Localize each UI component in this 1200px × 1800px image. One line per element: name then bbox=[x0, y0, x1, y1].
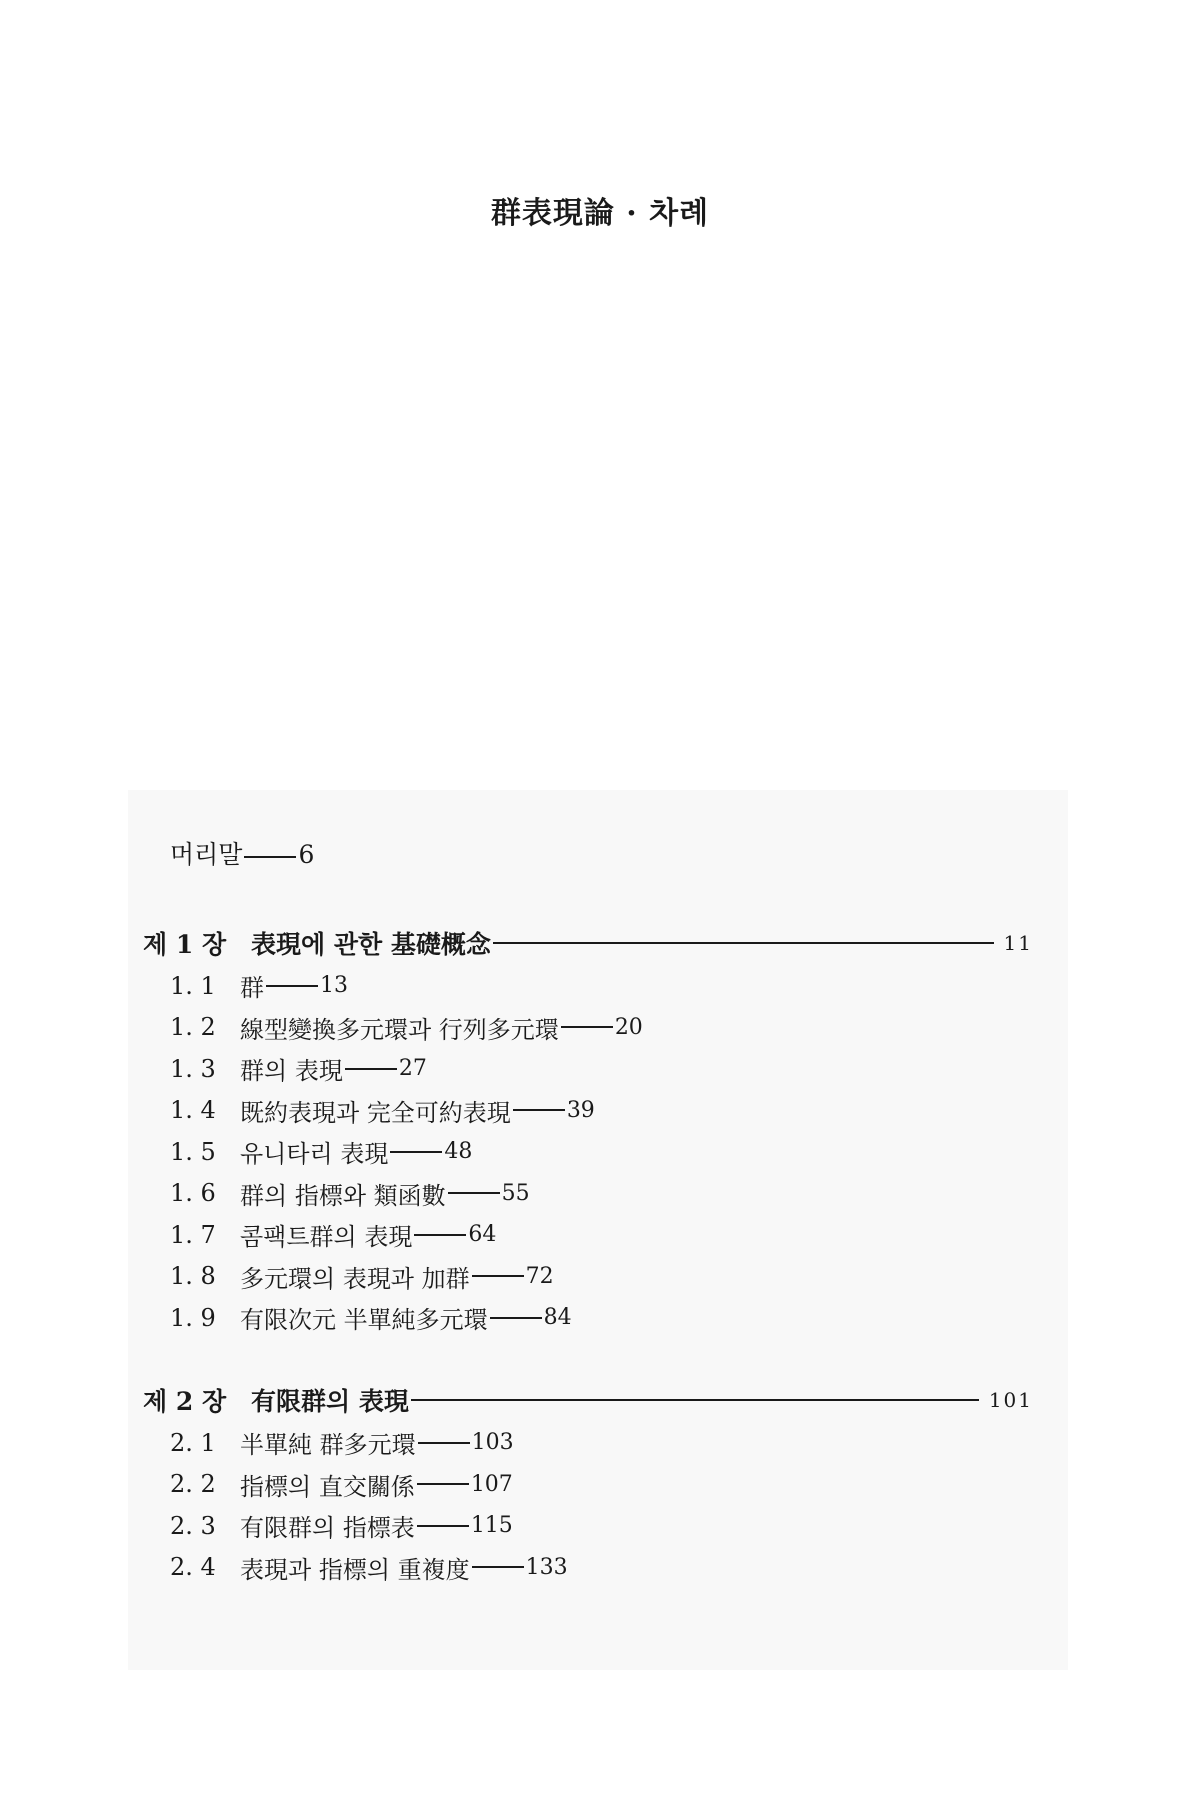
section-page: 20 bbox=[614, 1014, 643, 1040]
section-page: 39 bbox=[566, 1097, 595, 1123]
section-page: 55 bbox=[501, 1180, 530, 1206]
chapter-page: 11 bbox=[1003, 931, 1033, 955]
dash-leader bbox=[513, 1109, 565, 1111]
toc-preface-entry[interactable] bbox=[170, 835, 314, 871]
section-title: 유니타리 表現 bbox=[240, 1140, 389, 1169]
section-number: 2. 3 bbox=[170, 1511, 216, 1540]
toc-section[interactable] bbox=[170, 1256, 643, 1298]
dash-leader bbox=[448, 1192, 500, 1194]
section-number: 1. 8 bbox=[170, 1262, 216, 1291]
dash-leader bbox=[390, 1151, 442, 1153]
section-number: 1. 1 bbox=[170, 971, 216, 1000]
section-title: 有限次元 半單純多元環 bbox=[240, 1306, 488, 1335]
dash-leader bbox=[414, 1234, 466, 1236]
chapter-title: 有限群의 表現 bbox=[251, 1387, 409, 1416]
section-title: 群의 表現 bbox=[240, 1057, 343, 1086]
toc-section[interactable] bbox=[170, 1007, 643, 1049]
section-number: 1. 3 bbox=[170, 1054, 216, 1083]
section-title: 半單純 群多元環 bbox=[240, 1431, 416, 1460]
section-page: 27 bbox=[398, 1056, 427, 1082]
section-number: 1. 6 bbox=[170, 1179, 216, 1208]
toc-section[interactable] bbox=[170, 1422, 568, 1464]
chapter-2-sections bbox=[170, 1422, 568, 1588]
section-page: 64 bbox=[468, 1222, 497, 1248]
toc-chapter-2[interactable] bbox=[143, 1382, 1033, 1418]
section-title: 線型變換多元環과 行列多元環 bbox=[240, 1015, 559, 1044]
dash-leader bbox=[417, 1483, 469, 1485]
dotted-leader bbox=[411, 1399, 979, 1401]
chapter-number: 제 2 장 bbox=[143, 1387, 227, 1416]
dash-leader bbox=[345, 1068, 397, 1070]
toc-section[interactable] bbox=[170, 1547, 568, 1589]
section-page: 13 bbox=[320, 973, 348, 999]
chapter-1-sections bbox=[170, 965, 643, 1339]
dash-leader bbox=[266, 985, 318, 987]
chapter-number: 제 1 장 bbox=[143, 930, 227, 959]
section-page: 48 bbox=[444, 1139, 473, 1165]
dash-leader bbox=[490, 1317, 542, 1319]
section-title: 指標의 直交關係 bbox=[240, 1472, 415, 1501]
toc-section[interactable] bbox=[170, 1173, 643, 1215]
preface-page: 6 bbox=[298, 840, 315, 869]
section-title: 콤팩트群의 表現 bbox=[240, 1223, 413, 1252]
section-page: 72 bbox=[525, 1263, 554, 1289]
chapter-page: 101 bbox=[988, 1388, 1033, 1412]
section-number: 1. 7 bbox=[170, 1220, 216, 1249]
toc-section[interactable] bbox=[170, 1131, 643, 1173]
toc-section[interactable] bbox=[170, 1297, 643, 1339]
page-title: 群表現論 · 차례 bbox=[490, 196, 710, 231]
section-number: 2. 1 bbox=[170, 1428, 216, 1457]
section-title: 有限群의 指標表 bbox=[240, 1514, 415, 1543]
section-page: 84 bbox=[543, 1305, 572, 1331]
toc-section[interactable] bbox=[170, 1214, 643, 1256]
preface-label: 머리말 bbox=[170, 840, 243, 869]
section-page: 107 bbox=[470, 1471, 513, 1497]
dash-leader bbox=[561, 1026, 613, 1028]
section-title: 表現과 指標의 重複度 bbox=[240, 1555, 470, 1584]
dash-leader bbox=[244, 856, 296, 858]
section-title: 群의 指標와 類函數 bbox=[240, 1181, 446, 1210]
section-number: 2. 4 bbox=[170, 1553, 216, 1582]
toc-section[interactable] bbox=[170, 1464, 568, 1506]
section-number: 1. 4 bbox=[170, 1096, 216, 1125]
dash-leader bbox=[417, 1525, 469, 1527]
toc-section[interactable] bbox=[170, 1048, 643, 1090]
section-page: 103 bbox=[471, 1430, 514, 1456]
toc-chapter-1[interactable] bbox=[143, 925, 1033, 961]
section-number: 1. 2 bbox=[170, 1013, 216, 1042]
section-title: 多元環의 表現과 加群 bbox=[240, 1264, 470, 1293]
section-title: 群 bbox=[240, 974, 264, 1003]
chapter-title: 表現에 관한 基礎概念 bbox=[251, 930, 491, 959]
dash-leader bbox=[418, 1442, 470, 1444]
section-page: 115 bbox=[470, 1513, 513, 1539]
toc-section[interactable] bbox=[170, 1090, 643, 1132]
toc-section[interactable] bbox=[170, 1505, 568, 1547]
dash-leader bbox=[472, 1566, 524, 1568]
toc-section[interactable] bbox=[170, 965, 643, 1007]
dash-leader bbox=[472, 1275, 524, 1277]
section-number: 2. 2 bbox=[170, 1470, 216, 1499]
dotted-leader bbox=[493, 942, 994, 944]
section-page: 133 bbox=[525, 1554, 568, 1580]
section-number: 1. 5 bbox=[170, 1137, 216, 1166]
section-title: 既約表現과 完全可約表現 bbox=[240, 1098, 511, 1127]
section-number: 1. 9 bbox=[170, 1303, 216, 1332]
